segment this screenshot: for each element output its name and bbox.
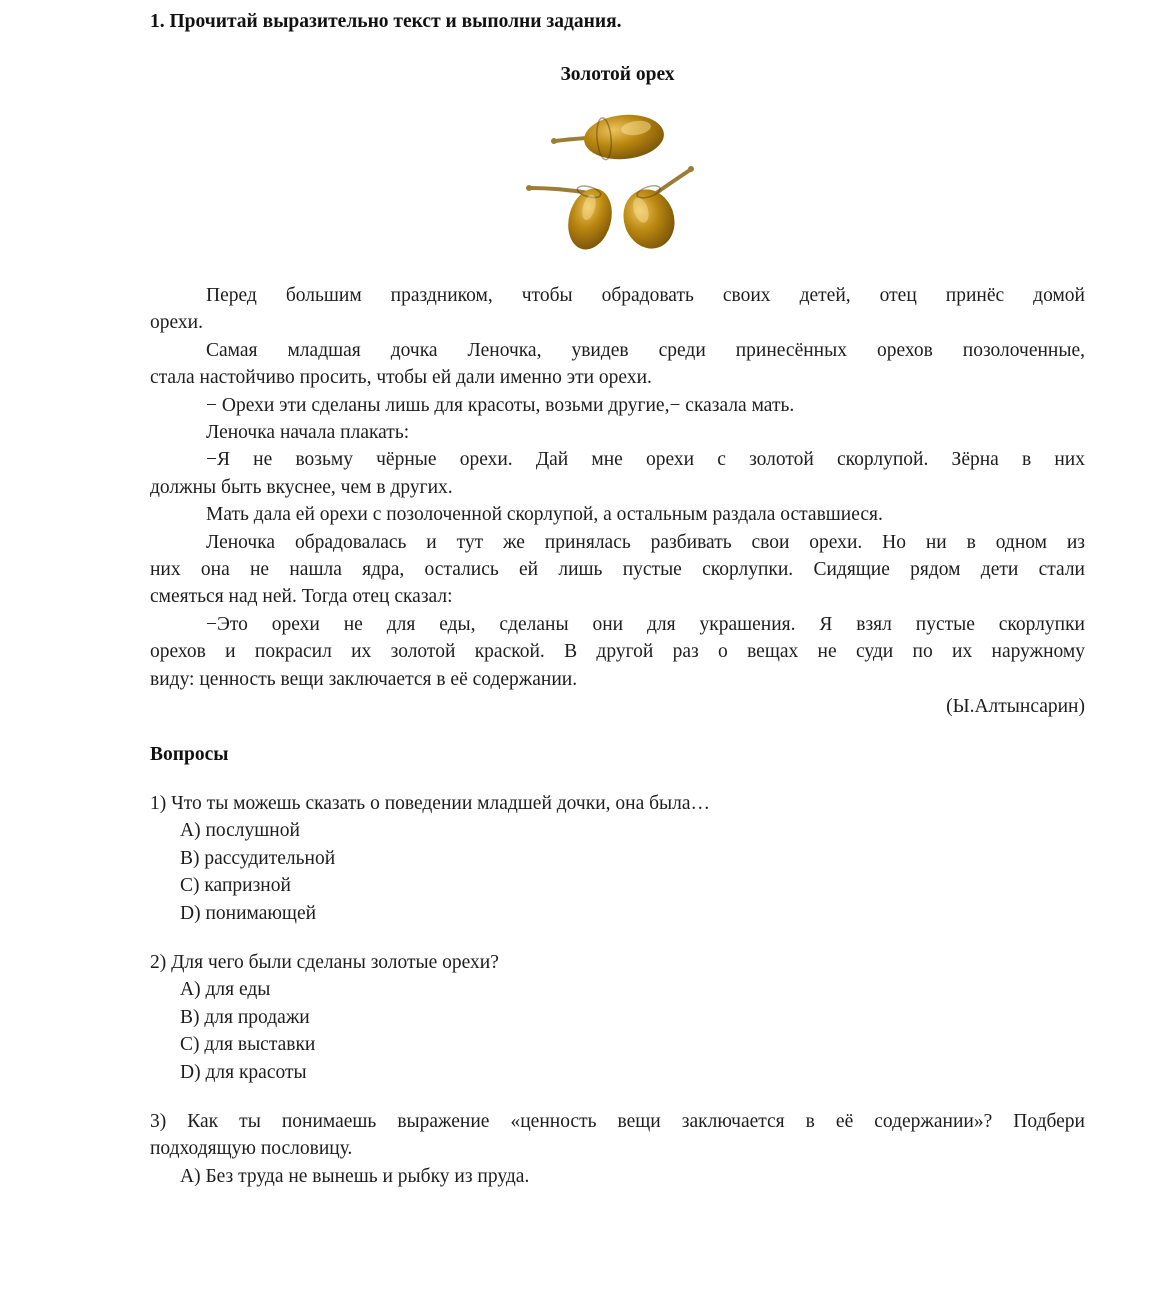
answer-option: А) для еды: [180, 979, 271, 1001]
answer-option: А) послушной: [180, 820, 300, 842]
question-text: подходящую пословицу.: [150, 1138, 353, 1160]
question-text: 3) Как ты понимаешь выражение «ценность вещи заключается в её содержании»? Подбери: [150, 1110, 1085, 1132]
story-line: Перед большим праздником, чтобы обрадовать своих детей, отец принёс домой: [206, 285, 1085, 306]
nut-stem: [555, 138, 587, 141]
story-line: Леночка начала плакать:: [206, 422, 410, 444]
golden-nuts-illustration: [503, 98, 733, 258]
nut-stem: [530, 188, 589, 193]
story-paragraph: [150, 611, 1085, 693]
author-attribution: (Ы.Алтынсарин): [946, 696, 1085, 718]
golden-nut-right: [615, 166, 693, 255]
golden-nut-left: [526, 184, 618, 255]
questions-heading: Вопросы: [150, 743, 229, 765]
nut-body: [582, 112, 666, 163]
story-paragraph: [150, 446, 1085, 501]
story-line: − Орехи эти сделаны лишь для красоты, возьми другие,− сказала мать.: [206, 394, 795, 416]
golden-nut-top: [551, 112, 666, 163]
story-paragraph: [150, 282, 1085, 337]
answer-option: D) понимающей: [180, 902, 317, 924]
golden-nuts-image: [503, 98, 733, 258]
question-3: [150, 1108, 1085, 1190]
nut-body: [615, 183, 681, 256]
answer-option: В) рассудительной: [180, 847, 336, 869]
story-line: смеяться над ней. Тогда отец сказал:: [150, 586, 453, 608]
story-paragraph: [150, 419, 1085, 446]
question-text: 2) Для чего были сделаны золотые орехи?: [150, 951, 499, 973]
story-line: стала настойчиво просить, чтобы ей дали именно эти орехи.: [150, 367, 652, 389]
story-line: должны быть вкуснее, чем в других.: [150, 476, 453, 498]
nut-stem-tip: [526, 185, 532, 191]
story-line: орехи.: [150, 312, 203, 334]
story-line: них она не нашла ядра, остались ей лишь пустые скорлупки. Сидящие рядом дети стали: [150, 559, 1085, 581]
question-2: [150, 949, 1085, 1086]
story-line: Мать дала ей орехи с позолоченной скорлупой, а остальным раздала оставшиеся.: [206, 504, 883, 526]
question-1: [150, 790, 1085, 927]
story-line: виду: ценность вещи заключается в её содержании.: [150, 668, 578, 690]
nut-stem-tip: [688, 166, 694, 172]
answer-option: А) Без труда не вынешь и рыбку из пруда.: [180, 1165, 530, 1187]
story-text: [150, 282, 1085, 693]
answer-option: В) для продажи: [180, 1006, 310, 1028]
story-paragraph: [150, 501, 1085, 528]
task-title: 1. Прочитай выразительно текст и выполни задания.: [150, 11, 622, 32]
story-line: −Я не возьму чёрные орехи. Дай мне орехи с золотой скорлупой. Зёрна в них: [206, 449, 1085, 471]
story-line: Самая младшая дочка Леночка, увидев среди принесённых орехов позолоченные,: [206, 339, 1085, 361]
story-paragraph: [150, 392, 1085, 419]
nut-stem-tip: [551, 138, 557, 144]
answer-option: С) для выставки: [180, 1034, 316, 1056]
story-paragraph: [150, 529, 1085, 611]
nut-body: [561, 184, 618, 255]
story-line: Леночка обрадовалась и тут же принялась разбивать свои орехи. Но ни в одном из: [206, 531, 1085, 553]
answer-option: D) для красоты: [180, 1061, 307, 1083]
story-line: орехов и покрасил их золотой краской. В другой раз о вещах не суди по их наружному: [150, 641, 1085, 663]
story-title: Золотой орех: [560, 64, 675, 85]
answer-option: С) капризной: [180, 875, 291, 897]
question-text: 1) Что ты можешь сказать о поведении младшей дочки, она была…: [150, 792, 711, 814]
story-line: −Это орехи не для еды, сделаны они для украшения. Я взял пустые скорлупки: [206, 613, 1085, 635]
story-paragraph: [150, 337, 1085, 392]
